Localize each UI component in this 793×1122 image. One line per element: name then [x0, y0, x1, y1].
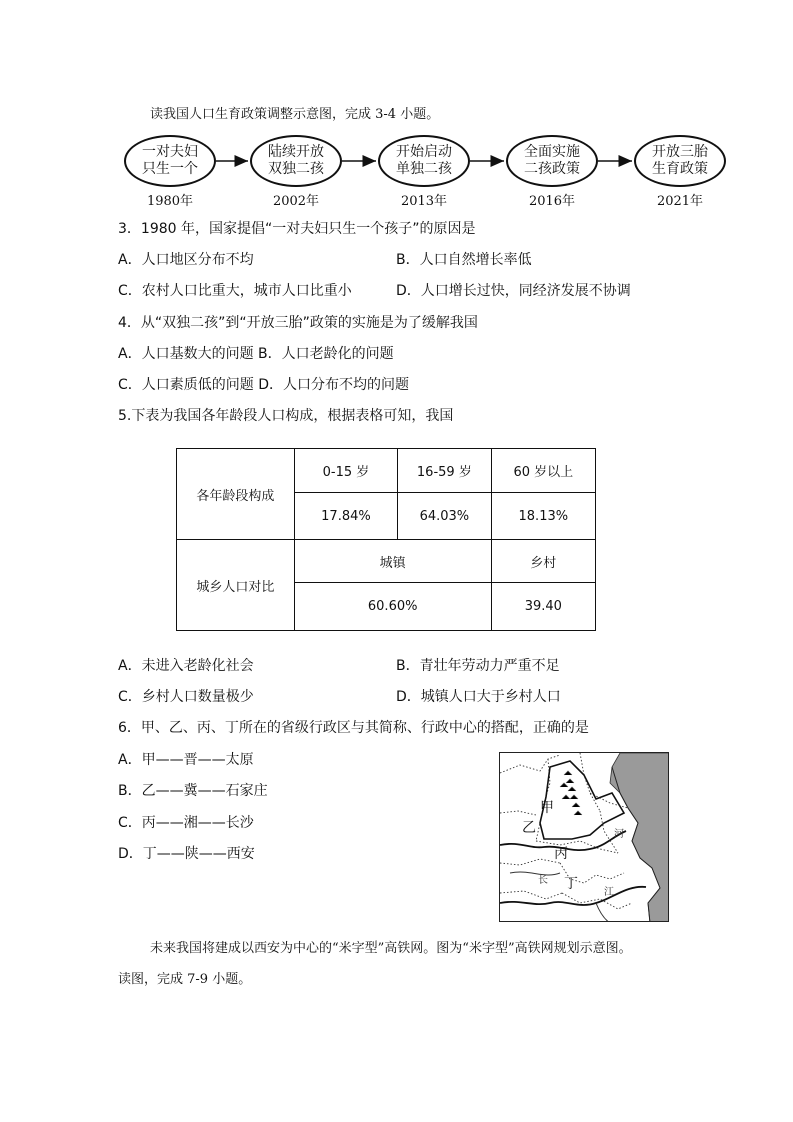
q4-stem: 4．从“双独二孩”到“开放三胎”政策的实施是为了缓解我国 [118, 315, 478, 331]
q6-option-b: B．乙——冀——石家庄 [118, 783, 268, 799]
age-group-60-plus: 60 岁以上 [491, 449, 595, 493]
q5-option-c: C．乡村人口数量极少 [118, 689, 254, 705]
urban-value: 60.60% [294, 583, 491, 631]
flow-year-2016: 2016年 [528, 194, 576, 209]
flow-node-1980: 一对夫妇 只生一个 [124, 135, 216, 187]
province-map [499, 752, 669, 922]
intro-7-9-line2: 读图，完成 7-9 小题。 [118, 972, 252, 987]
flow-node-2016: 全面实施 二孩政策 [506, 135, 598, 187]
flow-year-2013: 2013年 [400, 194, 448, 209]
q6-option-a: A．甲——晋——太原 [118, 752, 254, 768]
map-label-ding: 丁 [564, 876, 578, 892]
flow-arrows [0, 0, 793, 200]
map-label-bing: 丙 [554, 846, 568, 862]
urban-label: 城镇 [294, 540, 491, 583]
map-label-yi: 乙 [522, 820, 536, 836]
age-value-16-59: 64.03% [398, 493, 491, 540]
flow-node-2002: 陆续开放 双独二孩 [250, 135, 342, 187]
row-label-urban-rural: 城乡人口对比 [177, 540, 295, 631]
flow-year-2021: 2021年 [656, 194, 704, 209]
q3-stem: 3．1980 年，国家提倡“一对夫妇只生一个孩子”的原因是 [118, 221, 476, 237]
flow-year-2002: 2002年 [272, 194, 320, 209]
flow-node-2021: 开放三胎 生育政策 [634, 135, 726, 187]
rural-value: 39.40 [491, 583, 595, 631]
flow-node-2013: 开始启动 单独二孩 [378, 135, 470, 187]
age-value-60-plus: 18.13% [491, 493, 595, 540]
q5-stem: 5.下表为我国各年龄段人口构成，根据表格可知，我国 [118, 408, 454, 424]
q3-option-d: D．人口增长过快，同经济发展不协调 [396, 283, 631, 299]
q5-option-d: D．城镇人口大于乡村人口 [396, 689, 561, 705]
q5-option-a: A．未进入老龄化社会 [118, 658, 254, 674]
age-group-16-59: 16-59 岁 [398, 449, 491, 493]
q3-option-a: A．人口地区分布不均 [118, 252, 254, 268]
q4-options-cd: C．人口素质低的问题 D．人口分布不均的问题 [118, 377, 410, 393]
q5-option-b: B．青壮年劳动力严重不足 [396, 658, 560, 674]
map-label-he: 河 [614, 829, 624, 840]
q6-stem: 6．甲、乙、丙、丁所在的省级行政区与其简称、行政中心的搭配，正确的是 [118, 720, 589, 736]
intro-3-4: 读我国人口生育政策调整示意图，完成 3-4 小题。 [150, 107, 440, 122]
row-label-age: 各年龄段构成 [177, 449, 295, 540]
q6-option-c: C．丙——湘——长沙 [118, 815, 254, 831]
q3-option-c: C．农村人口比重大，城市人口比重小 [118, 283, 352, 299]
map-label-chang: 长 [538, 875, 548, 886]
map-label-jia: 甲 [540, 800, 554, 816]
map-label-jiang: 江 [604, 887, 614, 898]
age-value-0-15: 17.84% [294, 493, 397, 540]
q4-options-ab: A．人口基数大的问题 B．人口老龄化的问题 [118, 346, 394, 362]
population-table [176, 448, 596, 631]
province-map-drawing [500, 753, 669, 922]
q3-option-b: B．人口自然增长率低 [396, 252, 532, 268]
rural-label: 乡村 [491, 540, 595, 583]
age-group-0-15: 0-15 岁 [294, 449, 397, 493]
intro-7-9-line1: 未来我国将建成以西安为中心的“米字型”高铁网。图为“米字型”高铁网规划示意图。 [150, 941, 632, 956]
q6-option-d: D．丁——陕——西安 [118, 846, 255, 862]
flow-year-1980: 1980年 [146, 194, 194, 209]
